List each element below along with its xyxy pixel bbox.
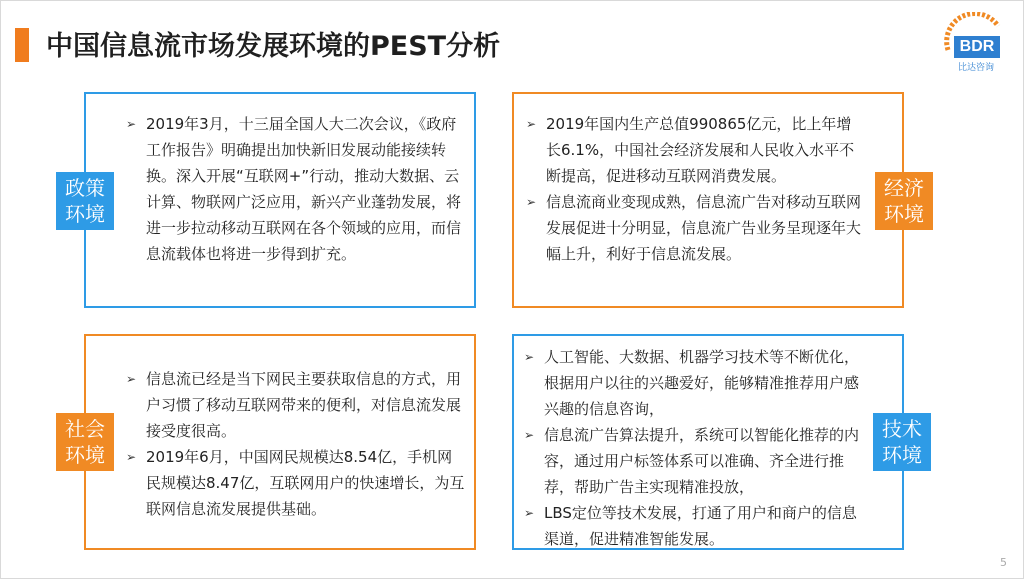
arrow-bullet-icon: ➢ [126,372,137,386]
economic-tag [875,172,933,230]
technological-tag-line1: 技术 [882,417,922,441]
social-tag-line2: 环境 [65,443,105,467]
list-item: ➢ 信息流广告算法提升，系统可以智能化推荐的内容，通过用户标签体系可以准确、齐全进行推荐，帮助广告主实现精准投放， [522,422,864,500]
technological-bullets [522,344,864,552]
political-bullets [124,111,470,267]
political-tag-line2: 环境 [65,202,105,226]
arrow-bullet-icon: ➢ [526,117,537,131]
list-item: ➢ 人工智能、大数据、机器学习技术等不断优化，根据用户以往的兴趣爱好，能够精准推荐用户感兴趣的信息咨询， [522,344,864,422]
title-accent-bar [15,28,29,62]
economic-tag-line1: 经济 [884,176,924,200]
arrow-bullet-icon: ➢ [524,506,535,520]
arrow-bullet-icon: ➢ [526,195,537,209]
logo-brand: BDR [954,36,1000,58]
bdr-logo [940,12,1012,74]
technological-tag-line2: 环境 [882,443,922,467]
page-number: 5 [1000,556,1007,569]
list-item: ➢ 2019年6月，中国网民规模达8.54亿，手机网民规模达8.47亿，互联网用户的快速增长，为互联网信息流发展提供基础。 [124,444,466,522]
social-tag-line1: 社会 [65,417,105,441]
list-item: ➢ 信息流商业变现成熟，信息流广告对移动互联网发展促进十分明显，信息流广告业务呈现逐年大幅上升，利好于信息流发展。 [524,189,866,267]
logo-subtitle: 比达咨询 [958,63,995,73]
list-item: ➢ LBS定位等技术发展，打通了用户和商户的信息渠道，促进精准智能发展。 [522,500,864,552]
political-tag [56,172,114,230]
arrow-bullet-icon: ➢ [524,350,535,364]
economic-tag-line2: 环境 [884,202,924,226]
list-item: ➢ 信息流已经是当下网民主要获取信息的方式，用户习惯了移动互联网带来的便利，对信息流发展接受度很高。 [124,366,466,444]
slide-title: 中国信息流市场发展环境的PEST分析 [46,31,501,62]
arrow-bullet-icon: ➢ [524,428,535,442]
list-item: ➢ 2019年国内生产总值990865亿元，比上年增长6.1%，中国社会经济发展和人民收入水平不断提高，促进移动互联网消费发展。 [524,111,866,189]
arrow-bullet-icon: ➢ [126,117,137,131]
arrow-bullet-icon: ➢ [126,450,137,464]
economic-bullets [524,111,866,267]
social-tag [56,413,114,471]
political-tag-line1: 政策 [65,176,105,200]
list-item: ➢ 2019年3月，十三届全国人大二次会议，《政府工作报告》明确提出加快新旧发展动能接续转换。深入开展“互联网+”行动，推动大数据、云计算、物联网广泛应用，新兴产业蓬勃发展，将进一步拉动移动互联网在各个领域的应用，而信息流载体也将进一步得到扩充。 [124,111,470,267]
social-bullets [124,366,466,522]
technological-tag [873,413,931,471]
